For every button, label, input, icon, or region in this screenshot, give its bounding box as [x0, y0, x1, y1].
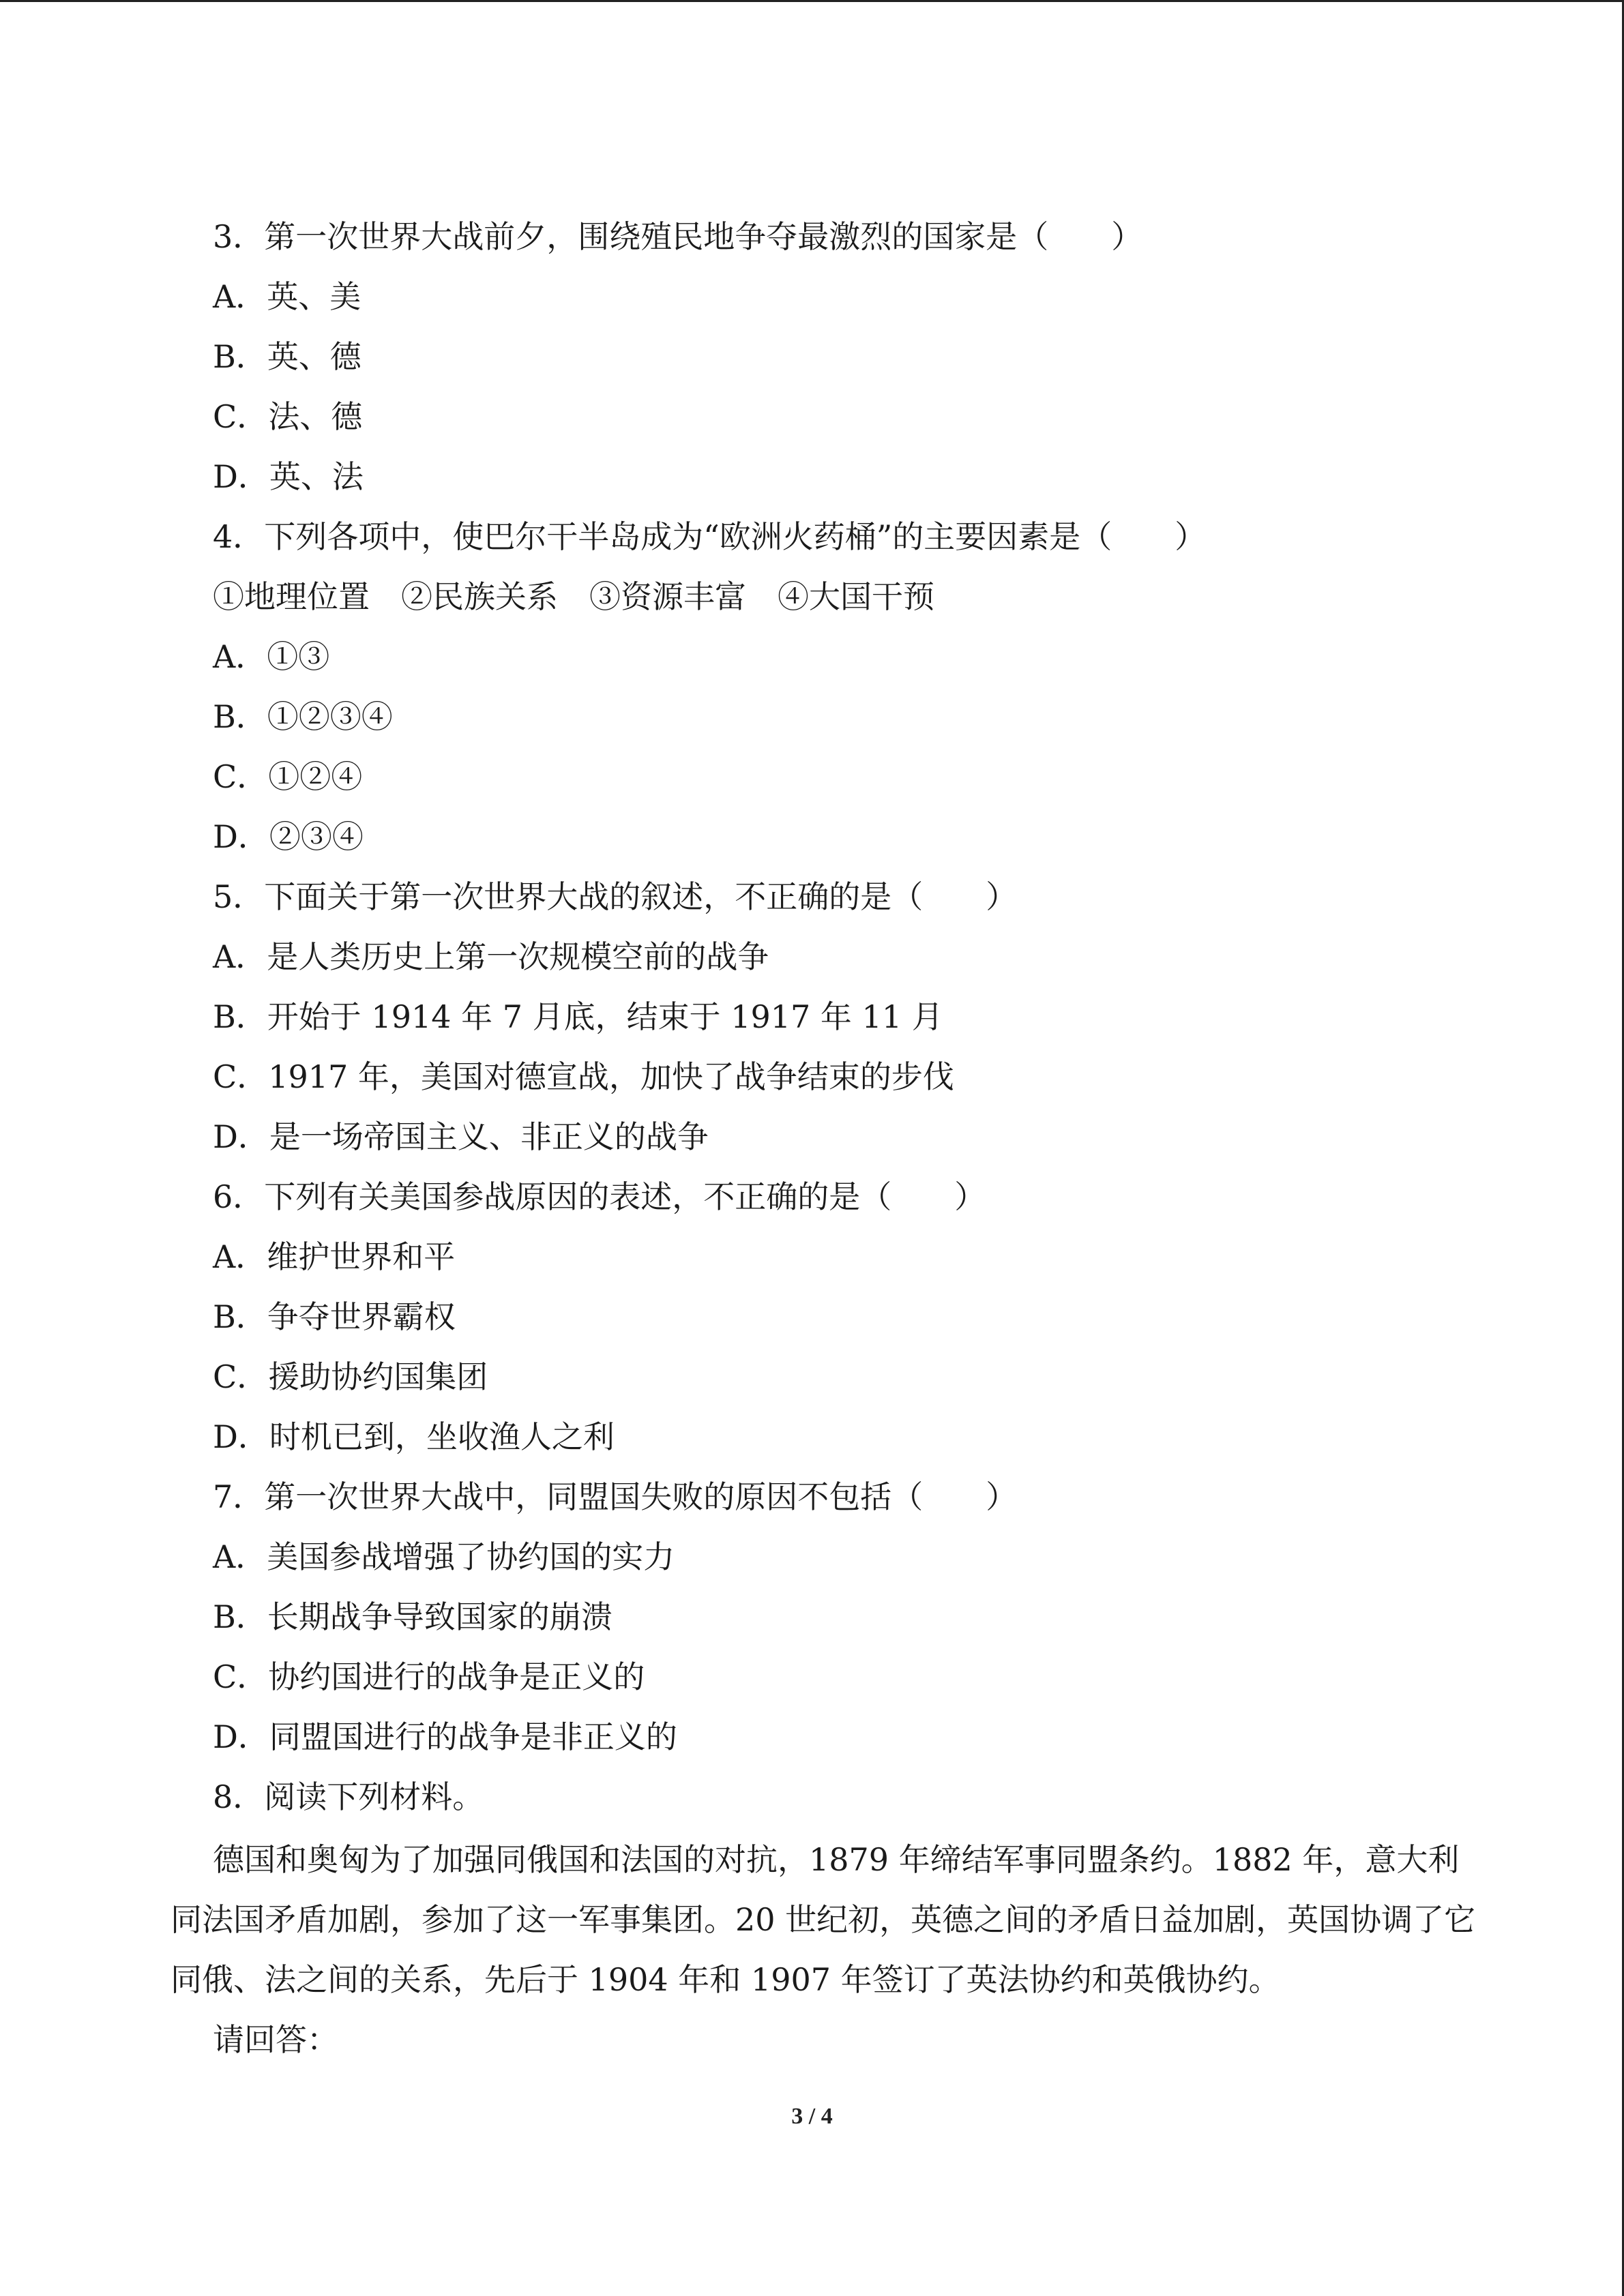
answer-prompt: 请回答：: [213, 2021, 338, 2058]
question-4-option-c: C．①②④: [213, 758, 363, 795]
question-5-option-c: C．1917 年，美国对德宣战，加快了战争结束的步伐: [213, 1058, 954, 1095]
question-5-stem: 5．下面关于第一次世界大战的叙述，不正确的是（ ）: [213, 878, 1018, 915]
question-3-option-d: D．英、法: [213, 458, 364, 495]
question-6-option-d: D．时机已到，坐收渔人之利: [213, 1418, 615, 1455]
question-list: [213, 207, 1481, 1827]
question-4-items: ①地理位置 ②民族关系 ③资源丰富 ④大国干预: [213, 578, 934, 615]
question-8-stem: 8．阅读下列材料。: [213, 1778, 484, 1815]
question-6-stem: 6．下列有关美国参战原因的表述，不正确的是（ ）: [213, 1178, 986, 1215]
question-7-stem: 7．第一次世界大战中，同盟国失败的原因不包括（ ）: [213, 1478, 1018, 1515]
question-6-option-c: C．援助协约国集团: [213, 1358, 488, 1395]
question-4-stem: 4．下列各项中，使巴尔干半岛成为“欧洲火药桶”的主要因素是（ ）: [213, 518, 1207, 555]
reading-material: [171, 1830, 1487, 2010]
page-number: 3 / 4: [791, 2104, 833, 2129]
question-4-option-b: B．①②③④: [213, 698, 393, 735]
question-7-option-d: D．同盟国进行的战争是非正义的: [213, 1718, 677, 1755]
question-5-option-b: B．开始于 1914 年 7 月底，结束于 1917 年 11 月: [213, 998, 943, 1035]
question-3-option-b: B．英、德: [213, 338, 361, 375]
question-3-option-a: A．英、美: [213, 278, 361, 315]
question-6-option-a: A．维护世界和平: [213, 1238, 456, 1275]
question-5-option-a: A．是人类历史上第一次规模空前的战争: [213, 938, 769, 975]
question-3-option-c: C．法、德: [213, 398, 363, 435]
question-3-stem: 3．第一次世界大战前夕，围绕殖民地争夺最激烈的国家是（ ）: [213, 218, 1143, 255]
question-7-option-b: B．长期战争导致国家的崩溃: [213, 1598, 612, 1635]
question-5-option-d: D．是一场帝国主义、非正义的战争: [213, 1118, 709, 1155]
reading-material-text: 德国和奥匈为了加强同俄国和法国的对抗，1879 年缔结军事同盟条约。1882 年，意大利同法国矛盾加剧，参加了这一军事集团。20 世纪初，英德之间的矛盾日益加剧，英国协调了它同俄、法之间的关系，先后于 1904 年和 1907 年签订了英法协约和英俄协约。: [171, 1841, 1476, 1998]
question-4-option-d: D．②③④: [213, 818, 364, 855]
question-7-option-c: C．协约国进行的战争是正义的: [213, 1658, 645, 1695]
question-7-option-a: A．美国参战增强了协约国的实力: [213, 1538, 675, 1575]
question-6-option-b: B．争夺世界霸权: [213, 1298, 456, 1335]
question-4-option-a: A．①③: [213, 638, 330, 675]
